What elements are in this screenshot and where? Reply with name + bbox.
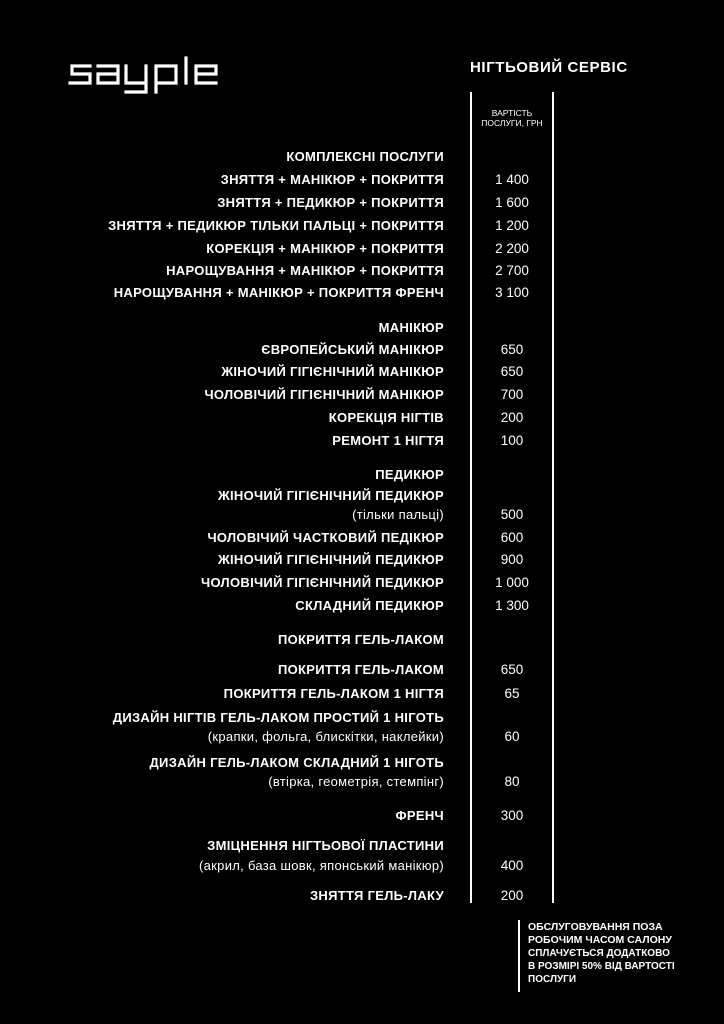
service-label: ФРЕНЧ bbox=[395, 808, 444, 823]
service-label: ПОКРИТТЯ ГЕЛЬ-ЛАКОМ bbox=[278, 662, 444, 677]
service-price: 1 300 bbox=[495, 598, 529, 613]
service-label: (крапки, фольга, блискітки, наклейки) bbox=[207, 729, 444, 744]
service-price: 500 bbox=[500, 507, 524, 522]
service-label: ЧОЛОВІЧИЙ ГІГІЄНІЧНИЙ МАНІКЮР bbox=[204, 387, 444, 402]
service-price: 600 bbox=[500, 530, 524, 545]
service-price: 3 100 bbox=[495, 285, 529, 300]
service-label: ЗНЯТТЯ + ПЕДИКЮР ТІЛЬКИ ПАЛЬЦІ + ПОКРИТТЯ bbox=[108, 218, 444, 233]
service-price: 80 bbox=[504, 774, 520, 789]
service-label: ДИЗАЙН НІГТІВ ГЕЛЬ-ЛАКОМ ПРОСТИЙ 1 НІГОТЬ bbox=[112, 710, 444, 725]
brand-logo bbox=[68, 56, 248, 98]
section-heading: МАНІКЮР bbox=[378, 320, 444, 335]
service-label: ЖІНОЧИЙ ГІГІЄНІЧНИЙ МАНІКЮР bbox=[221, 364, 444, 379]
note-divider bbox=[518, 920, 520, 992]
service-price: 650 bbox=[500, 342, 524, 357]
service-label: НАРОЩУВАННЯ + МАНІКЮР + ПОКРИТТЯ ФРЕНЧ bbox=[113, 285, 444, 300]
service-price: 1 400 bbox=[495, 172, 529, 187]
service-label: (акрил, база шовк, японський манікюр) bbox=[199, 858, 444, 873]
price-column-right-border bbox=[552, 92, 554, 903]
service-label: КОРЕКЦІЯ НІГТІВ bbox=[328, 410, 444, 425]
service-price: 60 bbox=[504, 729, 520, 744]
service-label: (втірка, геометрія, стемпінг) bbox=[268, 774, 444, 789]
service-price: 900 bbox=[500, 552, 524, 567]
service-label: ЖІНОЧИЙ ГІГІЄНІЧНИЙ ПЕДИКЮР bbox=[217, 552, 444, 567]
service-label: ЖІНОЧИЙ ГІГІЄНІЧНИЙ ПЕДИКЮР bbox=[217, 488, 444, 503]
service-price: 200 bbox=[500, 888, 524, 903]
service-label: ЧОЛОВІЧИЙ ЧАСТКОВИЙ ПЕДІКЮР bbox=[207, 530, 444, 545]
service-label: ЧОЛОВІЧИЙ ГІГІЄНІЧНИЙ ПЕДИКЮР bbox=[201, 575, 444, 590]
service-price: 2 200 bbox=[495, 241, 529, 256]
service-label: ЗМІЦНЕННЯ НІГТЬОВОЇ ПЛАСТИНИ bbox=[207, 838, 444, 853]
service-price: 1 000 bbox=[495, 575, 529, 590]
service-price: 650 bbox=[500, 662, 524, 677]
service-price: 700 bbox=[500, 387, 524, 402]
service-price: 300 bbox=[500, 808, 524, 823]
service-label: РЕМОНТ 1 НІГТЯ bbox=[332, 433, 444, 448]
service-label: (тільки пальці) bbox=[352, 507, 444, 522]
service-label: СКЛАДНИЙ ПЕДИКЮР bbox=[295, 598, 444, 613]
service-price: 1 600 bbox=[495, 195, 529, 210]
page-title: НІГТЬОВИЙ СЕРВІС bbox=[470, 59, 628, 76]
section-heading: КОМПЛЕКСНІ ПОСЛУГИ bbox=[286, 149, 444, 164]
service-price: 200 bbox=[500, 410, 524, 425]
service-label: ЗНЯТТЯ ГЕЛЬ-ЛАКУ bbox=[309, 888, 444, 903]
service-price: 650 bbox=[500, 364, 524, 379]
service-label: ПОКРИТТЯ ГЕЛЬ-ЛАКОМ 1 НІГТЯ bbox=[223, 686, 444, 701]
service-label: ЗНЯТТЯ + ПЕДИКЮР + ПОКРИТТЯ bbox=[217, 195, 444, 210]
service-label: НАРОЩУВАННЯ + МАНІКЮР + ПОКРИТТЯ bbox=[166, 263, 444, 278]
service-price: 100 bbox=[500, 433, 524, 448]
price-column-header: ВАРТІСТЬ ПОСЛУГИ, ГРН bbox=[481, 108, 543, 128]
service-price: 400 bbox=[500, 858, 524, 873]
service-label: КОРЕКЦІЯ + МАНІКЮР + ПОКРИТТЯ bbox=[206, 241, 444, 256]
service-label: ЄВРОПЕЙСЬКИЙ МАНІКЮР bbox=[261, 342, 444, 357]
service-price: 65 bbox=[504, 686, 520, 701]
service-price: 1 200 bbox=[495, 218, 529, 233]
service-price: 2 700 bbox=[495, 263, 529, 278]
service-label: ЗНЯТТЯ + МАНІКЮР + ПОКРИТТЯ bbox=[220, 172, 444, 187]
section-heading: ПЕДИКЮР bbox=[375, 467, 444, 482]
section-heading: ПОКРИТТЯ ГЕЛЬ-ЛАКОМ bbox=[278, 632, 444, 647]
after-hours-note: ОБСЛУГОВУВАННЯ ПОЗА РОБОЧИМ ЧАСОМ САЛОНУ СПЛАЧУЄТЬСЯ ДОДАТКОВО В РОЗМІРІ 50% ВІД ВАРТОСТІ ПОСЛУГИ bbox=[528, 921, 675, 985]
service-label: ДИЗАЙН ГЕЛЬ-ЛАКОМ СКЛАДНИЙ 1 НІГОТЬ bbox=[149, 755, 444, 770]
